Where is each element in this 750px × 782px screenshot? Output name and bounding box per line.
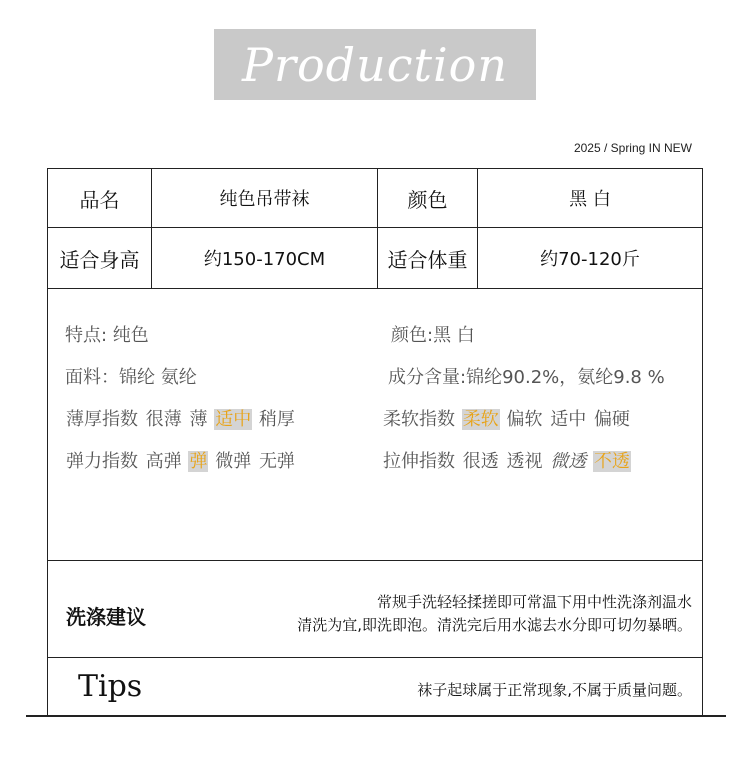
thickness-option: 稍厚 <box>258 409 295 430</box>
tips-text: 袜子起球属于正常现象,不属于质量问题。 <box>417 681 692 699</box>
fabric-line: 面料：锦纶 氨纶 <box>65 367 197 388</box>
weight-label: 适合体重 <box>387 247 468 272</box>
spec-table <box>47 168 703 716</box>
tips-title: Tips <box>78 669 143 704</box>
row-divider <box>48 657 702 658</box>
season-label: 2025 / Spring IN NEW <box>573 141 692 155</box>
thickness-option-selected: 适中 <box>215 409 252 430</box>
weight-value: 约70-120斤 <box>540 249 640 270</box>
thickness-option: 很薄 <box>145 409 182 430</box>
row-divider <box>48 288 702 289</box>
stretch-option: 很透 <box>462 451 499 472</box>
row-divider <box>48 560 702 561</box>
washing-line: 清洗为宜,即洗即泡。清洗完后用水滤去水分即可切勿暴晒。 <box>297 616 692 634</box>
thickness-option: 薄 <box>189 409 208 430</box>
stretch-option: 微透 <box>550 451 587 472</box>
thickness-index <box>65 405 296 431</box>
elasticity-option: 微弹 <box>215 451 252 472</box>
washing-text <box>192 591 692 637</box>
stretch-label: 拉伸指数 <box>383 451 455 472</box>
stretch-option-selected: 不透 <box>593 451 630 472</box>
washing-title: 洗涤建议 <box>66 605 146 629</box>
stretch-option: 透视 <box>506 451 543 472</box>
banner-title: Production <box>242 37 508 92</box>
elasticity-option: 高弹 <box>145 451 182 472</box>
softness-option-selected: 柔软 <box>462 409 499 430</box>
softness-option: 偏硬 <box>593 409 630 430</box>
elasticity-option-selected: 弹 <box>189 451 208 472</box>
colors-line: 颜色:黑 白 <box>391 325 475 346</box>
color-value: 黑 白 <box>569 189 611 210</box>
height-label: 适合身高 <box>59 247 140 272</box>
elasticity-option: 无弹 <box>258 451 295 472</box>
color-label: 颜色 <box>407 187 448 212</box>
composition-line: 成分含量:锦纶90.2%，氨纶9.8 % <box>388 367 665 388</box>
washing-line: 常规手洗轻轻揉搓即可常温下用中性洗涤剂温水 <box>376 593 692 611</box>
name-label: 品名 <box>79 187 120 212</box>
bottom-divider <box>26 715 726 717</box>
elasticity-index <box>65 447 296 473</box>
thickness-label: 薄厚指数 <box>66 409 138 430</box>
softness-option: 偏软 <box>506 409 543 430</box>
production-banner <box>214 29 536 100</box>
feature-line: 特点: 纯色 <box>65 325 149 346</box>
softness-label: 柔软指数 <box>383 409 455 430</box>
name-value: 纯色吊带袜 <box>219 189 310 210</box>
softness-index <box>382 405 631 431</box>
softness-option: 适中 <box>550 409 587 430</box>
elasticity-label: 弹力指数 <box>66 451 138 472</box>
stretch-index <box>382 447 631 473</box>
height-value: 约150-170CM <box>203 249 326 270</box>
